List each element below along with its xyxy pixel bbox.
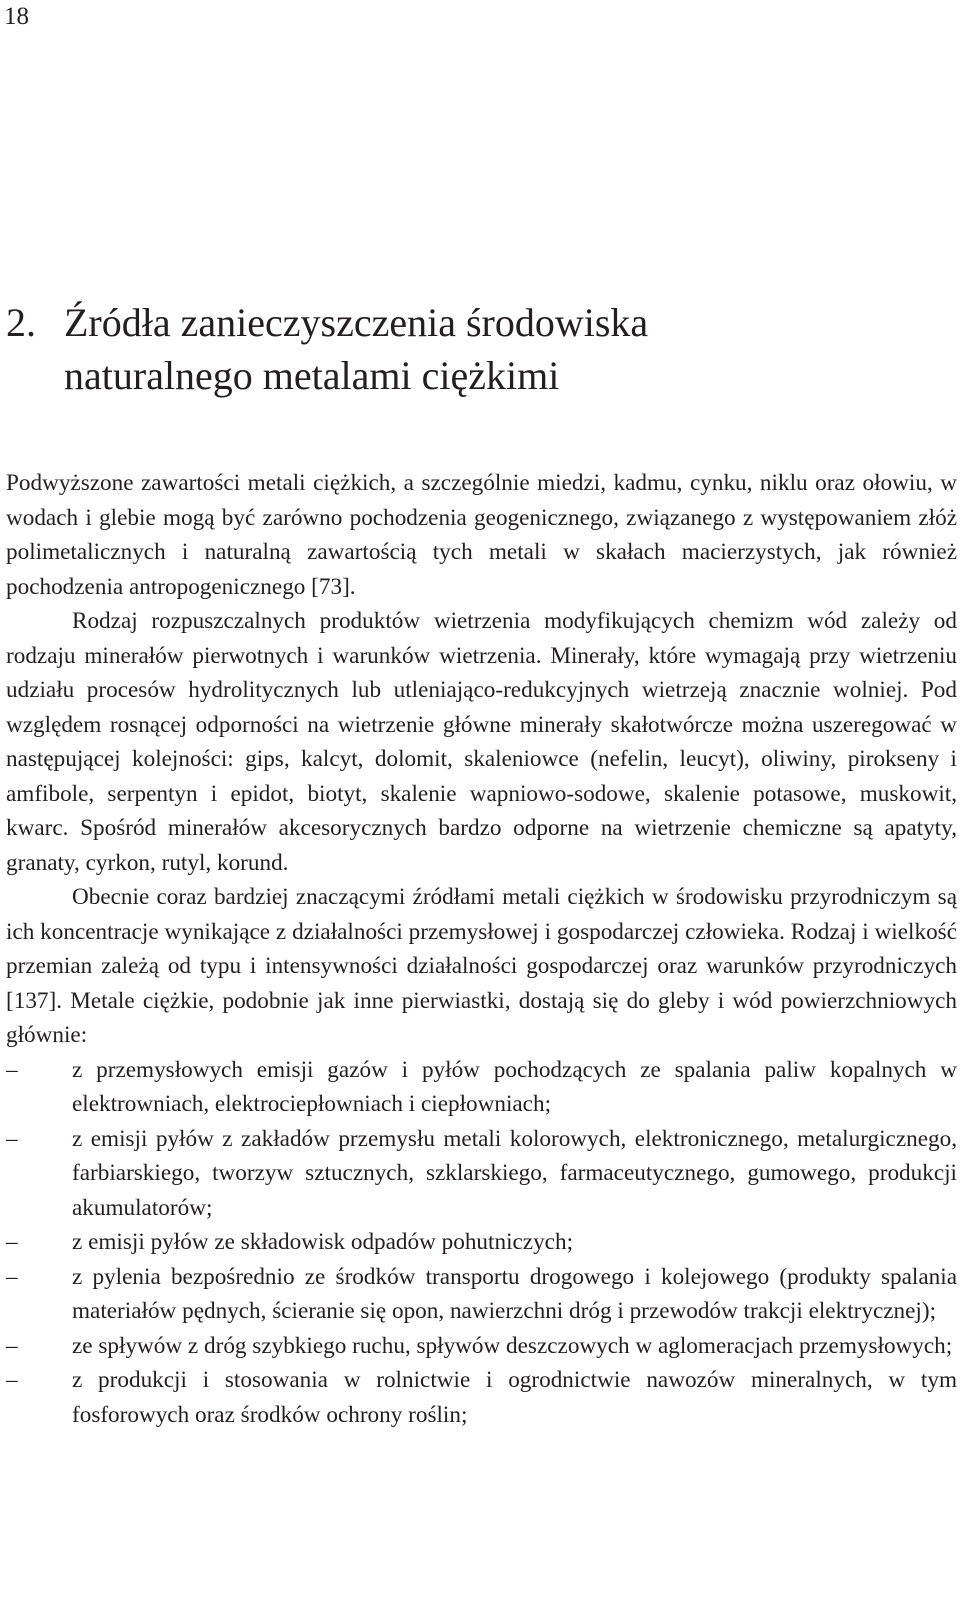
list-item-text: z przemysłowych emisji gazów i pyłów pochodzących ze spalania paliw kopalnych w elektrowniach, elektrociepłowniach i ciepłowniach; — [72, 1056, 957, 1117]
list-item-text: z produkcji i stosowania w rolnictwie i ogrodnictwie nawozów mineralnych, w tym fosforowych oraz środków ochrony roślin; — [72, 1367, 957, 1428]
list-item-text: z emisji pyłów ze składowisk odpadów pohutniczych; — [72, 1229, 574, 1255]
page-number: 18 — [4, 3, 29, 30]
chapter-number: 2. — [6, 300, 36, 345]
paragraph-weathering: Rodzaj rozpuszczalnych produktów wietrzenia modyfikujących chemizm wód zależy od rodzaju minerałów pierwotnych i warunków wietrzenia. Minerały, które wymagają przy wietrzeniu udziału procesów hydrolitycznych lub utleniająco-redukcyjnych wietrzeją znacznie wolniej. Pod względem rosnącej odporności na wietrzenie główne minerały skałotwórcze można uszeregować w następującej kolejności: gips, kalcyt, dolomit, skaleniowce (nefelin, leucyt), oliwiny, pirokseny i amfibole, serpentyn i epidot, biotyt, skalenie wapniowo-sodowe, skalenie potasowe, muskowit, kwarc. Spośród minerałów akcesorycznych bardzo odporne na wietrzenie chemiczne są apatyty, granaty, cyrkon, rutyl, korund. — [6, 608, 957, 876]
list-dash: – — [6, 1263, 18, 1290]
list-item-text: ze spływów z dróg szybkiego ruchu, spływów deszczowych w aglomeracjach przemysłowych; — [72, 1332, 953, 1359]
list-item — [6, 1053, 957, 1122]
body-text — [6, 466, 957, 1432]
paragraph-anthropogenic: Obecnie coraz bardziej znaczącymi źródłami metali ciężkich w środowisku przyrodniczym są ich koncentracje wynikające z działalności przemysłowej i gospodarczej człowieka. Rodzaj i wielkość przemian zależą od typu i intensywności działalności gospodarczej oraz warunków przyrodniczych [137]. Metale ciężkie, podobnie jak inne pierwiastki, dostają się do gleby i wód powierzchniowych głównie: — [6, 884, 957, 1048]
list-item — [6, 1260, 957, 1329]
list-item — [6, 1363, 957, 1432]
chapter-title-line1: Źródła zanieczyszczenia środowiska — [64, 300, 649, 345]
list-dash: – — [6, 1229, 18, 1255]
list-item-text: z emisji pyłów z zakładów przemysłu metali kolorowych, elektronicznego, metalurgicznego, farbiarskiego, tworzyw sztucznych, szklarskiego, farmaceutycznego, gumowego, produkcji akumulatorów; — [72, 1125, 957, 1221]
list-item — [6, 1225, 957, 1260]
list-item-text: z pylenia bezpośrednio ze środków transportu drogowego i kolejowego (produkty spalania materiałów pędnych, ścieranie się opon, nawierzchni dróg i przewodów trakcji elektrycznej); — [72, 1263, 957, 1324]
list-dash: – — [6, 1056, 18, 1083]
list-item — [6, 1122, 957, 1226]
paragraph-intro: Podwyższone zawartości metali ciężkich, a szczególnie miedzi, kadmu, cynku, niklu oraz ołowiu, w wodach i glebie mogą być zarówno pochodzenia geogenicznego, związanego z występowaniem złóż polimetalicznych i naturalną zawartością tych metali w skałach macierzystych, jak również pochodzenia antropogenicznego [73]. — [6, 470, 957, 600]
list-dash: – — [6, 1367, 18, 1393]
list-item — [6, 1329, 957, 1364]
chapter-title-line2: naturalnego metalami ciężkimi — [64, 353, 560, 398]
source-list — [6, 1053, 957, 1433]
list-dash: – — [6, 1125, 18, 1152]
chapter-title — [6, 296, 946, 402]
list-dash: – — [6, 1332, 18, 1359]
